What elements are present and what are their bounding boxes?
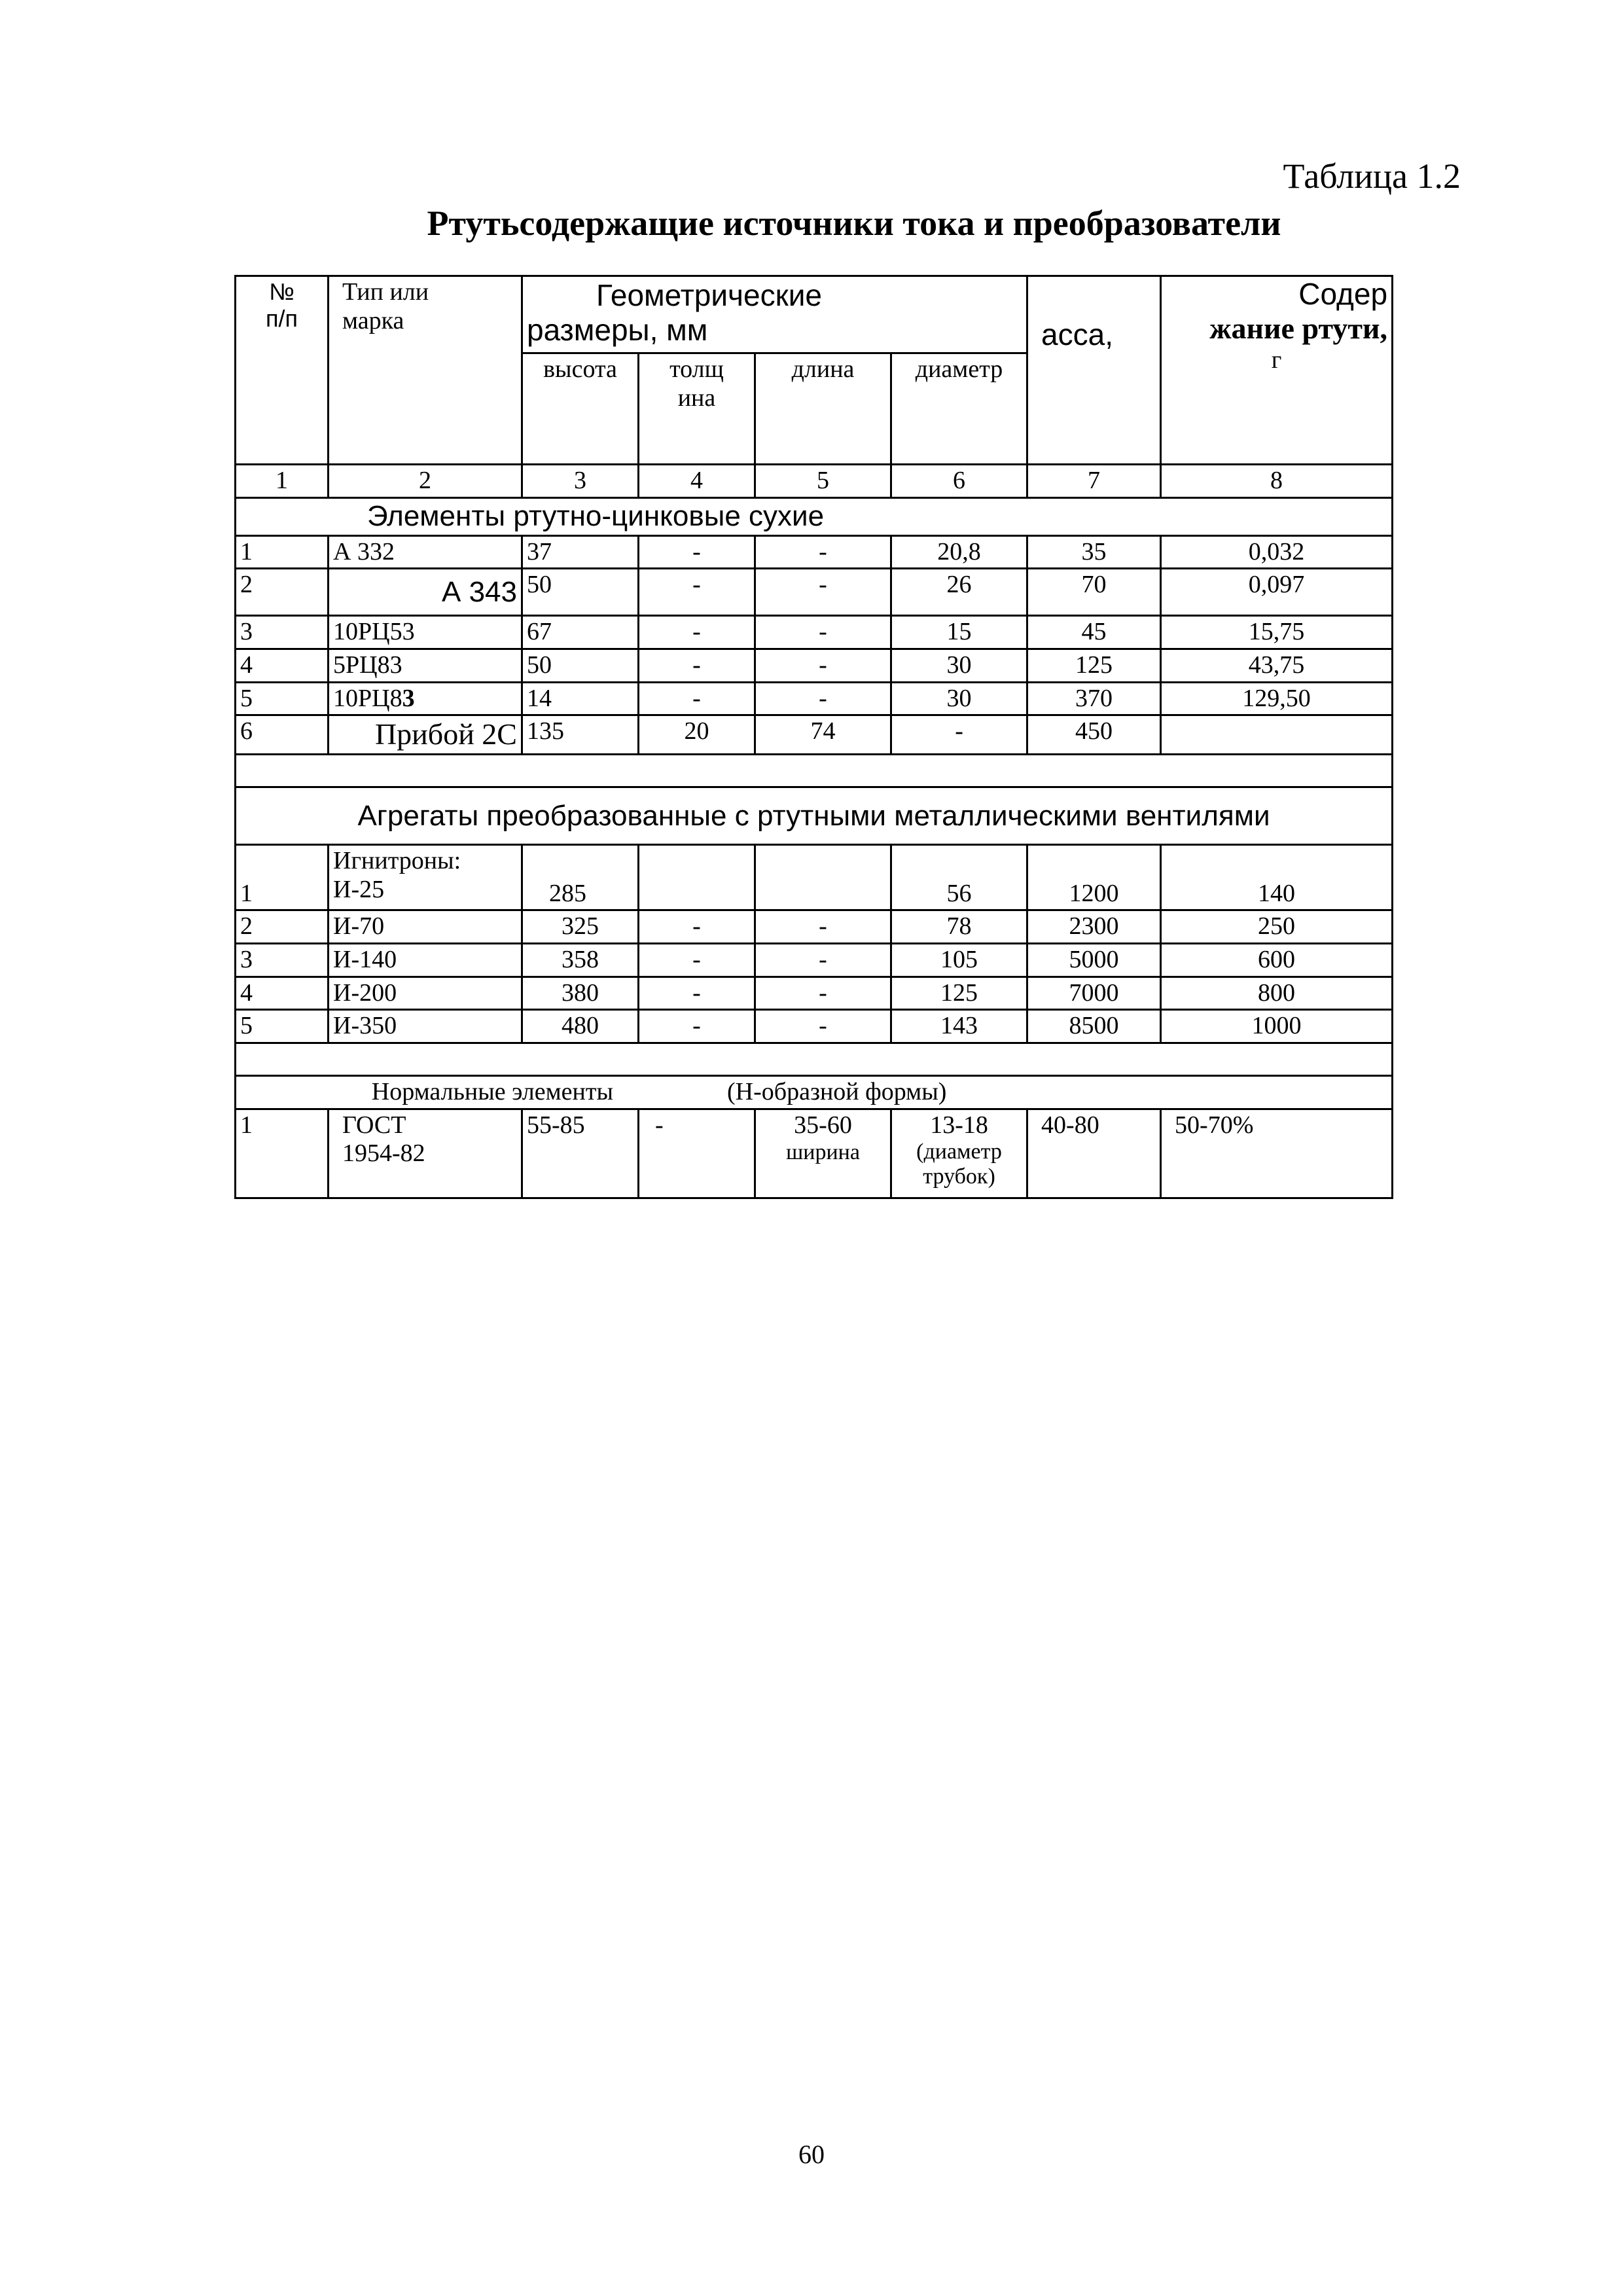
cell-height: 380: [522, 977, 639, 1010]
cell-mass: 1200: [1027, 845, 1161, 910]
cell-mass: 5000: [1027, 944, 1161, 977]
header-height: высота: [522, 353, 639, 465]
table-row: [236, 944, 1393, 977]
spacer-row: [236, 755, 1393, 787]
cell-length: -: [755, 977, 891, 1010]
cell-thickness: -: [639, 1109, 755, 1198]
table-caption: Таблица 1.2: [1283, 156, 1461, 196]
cell-length: 74: [755, 715, 891, 755]
cell-num: 2: [236, 910, 329, 944]
mercury-sources-table: [234, 275, 1393, 1199]
header-diameter: диаметр: [891, 353, 1027, 465]
cell-type: [329, 682, 522, 715]
header-mercury: [1161, 276, 1393, 465]
cell-type: [329, 845, 522, 910]
cell-length-note: ширина: [786, 1140, 860, 1165]
cell-thickness: -: [639, 910, 755, 944]
cell-thickness: -: [639, 977, 755, 1010]
cell-type-bold-digit: 3: [402, 684, 415, 712]
cell-thickness: -: [639, 944, 755, 977]
cell-num: 5: [236, 682, 329, 715]
header-mercury-line1: Содер: [1298, 277, 1388, 311]
cell-diameter: 125: [891, 977, 1027, 1010]
section-header-row: [236, 497, 1393, 535]
section3-title: [236, 1076, 1393, 1109]
cell-mercury: [1161, 715, 1393, 755]
header-mercury-unit: г: [1271, 346, 1282, 374]
header-thickness: толщ ина: [639, 353, 755, 465]
table-row: [236, 616, 1393, 649]
cell-height: 358: [522, 944, 639, 977]
cell-mercury: 50-70%: [1161, 1109, 1393, 1198]
table-row: [236, 715, 1393, 755]
cell-height: 67: [522, 616, 639, 649]
cell-thickness: -: [639, 1010, 755, 1043]
cell-type: И-200: [329, 977, 522, 1010]
cell-mercury: 43,75: [1161, 649, 1393, 683]
cell-diameter: 105: [891, 944, 1027, 977]
col-number: 7: [1027, 465, 1161, 498]
cell-mass: 2300: [1027, 910, 1161, 944]
cell-length: -: [755, 616, 891, 649]
cell-thickness: -: [639, 535, 755, 569]
cell-type: И-140: [329, 944, 522, 977]
cell-mass: 125: [1027, 649, 1161, 683]
cell-mass: 70: [1027, 569, 1161, 616]
cell-height: 480: [522, 1010, 639, 1043]
cell-height: 14: [522, 682, 639, 715]
cell-mercury: 15,75: [1161, 616, 1393, 649]
cell-diameter: 15: [891, 616, 1027, 649]
cell-mercury: 600: [1161, 944, 1393, 977]
table-row: [236, 569, 1393, 616]
header-geometry-line2: размеры, мм: [527, 312, 708, 347]
cell-thickness: 20: [639, 715, 755, 755]
cell-height: 135: [522, 715, 639, 755]
section1-title: Элементы ртутно-цинковые сухие: [236, 497, 1393, 535]
page-number: 60: [798, 2140, 825, 2169]
page-title: Ртутьсодержащие источники тока и преобразователи: [427, 204, 1281, 243]
cell-thickness: [639, 845, 755, 910]
cell-type: 5РЦ83: [329, 649, 522, 683]
cell-length: [755, 845, 891, 910]
cell-diameter: 143: [891, 1010, 1027, 1043]
cell-mercury: 0,097: [1161, 569, 1393, 616]
cell-mass: 40-80: [1027, 1109, 1161, 1198]
cell-diameter: 30: [891, 682, 1027, 715]
cell-diameter: -: [891, 715, 1027, 755]
cell-length: -: [755, 649, 891, 683]
cell-type-value: И-25: [333, 876, 385, 904]
header-type: Тип или марка: [329, 276, 522, 465]
cell-num: 1: [236, 535, 329, 569]
section-header-row: [236, 787, 1393, 845]
cell-length: -: [755, 535, 891, 569]
cell-num: 1: [236, 1109, 329, 1198]
cell-mercury: 1000: [1161, 1010, 1393, 1043]
cell-diameter: 20,8: [891, 535, 1027, 569]
table-row: [236, 910, 1393, 944]
cell-mass: 450: [1027, 715, 1161, 755]
cell-length: [755, 1109, 891, 1198]
cell-thickness: -: [639, 569, 755, 616]
cell-diameter-value: 13-18: [930, 1111, 988, 1139]
cell-height: 325: [522, 910, 639, 944]
cell-diameter: 30: [891, 649, 1027, 683]
table-row: [236, 977, 1393, 1010]
column-numbers-row: [236, 465, 1393, 498]
table-row: [236, 1010, 1393, 1043]
header-geometry-line1: Геометрические: [596, 278, 823, 312]
cell-height: 50: [522, 649, 639, 683]
header-geometry: [522, 276, 1027, 353]
cell-num: 2: [236, 569, 329, 616]
col-number: 2: [329, 465, 522, 498]
cell-diameter: 26: [891, 569, 1027, 616]
section2-title: Агрегаты преобразованные с ртутными металлическими вентилями: [236, 787, 1393, 845]
cell-diameter: 56: [891, 845, 1027, 910]
cell-type: А 332: [329, 535, 522, 569]
col-number: 5: [755, 465, 891, 498]
cell-mass: 35: [1027, 535, 1161, 569]
cell-type: ГОСТ 1954-82: [329, 1109, 522, 1198]
cell-length: -: [755, 682, 891, 715]
col-number: 8: [1161, 465, 1393, 498]
cell-mercury: 140: [1161, 845, 1393, 910]
spacer-row: [236, 1043, 1393, 1076]
cell-type: И-70: [329, 910, 522, 944]
cell-diameter-note: (диаметр трубок): [916, 1139, 1002, 1189]
cell-length: -: [755, 910, 891, 944]
cell-num: 4: [236, 977, 329, 1010]
table-row: [236, 1109, 1393, 1198]
table-row: [236, 535, 1393, 569]
cell-mass: 7000: [1027, 977, 1161, 1010]
cell-mercury: 0,032: [1161, 535, 1393, 569]
col-number: 1: [236, 465, 329, 498]
cell-num: 4: [236, 649, 329, 683]
table-row: [236, 845, 1393, 910]
header-mass: асса,: [1027, 276, 1161, 465]
cell-diameter: 78: [891, 910, 1027, 944]
cell-num: 3: [236, 944, 329, 977]
section3-title-b: (Н-образной формы): [727, 1078, 947, 1106]
header-mercury-line2: жание ртути,: [1209, 311, 1388, 345]
cell-mercury: 800: [1161, 977, 1393, 1010]
table-row: [236, 682, 1393, 715]
cell-mass: 370: [1027, 682, 1161, 715]
cell-height: 55-85: [522, 1109, 639, 1198]
section-header-row: [236, 1076, 1393, 1109]
cell-mercury: 250: [1161, 910, 1393, 944]
cell-length: -: [755, 944, 891, 977]
header-row-top: [236, 276, 1393, 353]
cell-mass: 45: [1027, 616, 1161, 649]
col-number: 3: [522, 465, 639, 498]
cell-length-value: 35-60: [794, 1111, 852, 1139]
section3-title-a: Нормальные элементы: [371, 1078, 613, 1106]
cell-type: Прибой 2С: [329, 715, 522, 755]
cell-height: 285: [522, 845, 639, 910]
cell-type: А 343: [329, 569, 522, 616]
col-number: 4: [639, 465, 755, 498]
cell-num: 5: [236, 1010, 329, 1043]
cell-num: 1: [236, 845, 329, 910]
cell-type: 10РЦ53: [329, 616, 522, 649]
header-length: длина: [755, 353, 891, 465]
cell-mercury: 129,50: [1161, 682, 1393, 715]
cell-thickness: -: [639, 649, 755, 683]
cell-diameter: [891, 1109, 1027, 1198]
ignitrons-label: Игнитроны:: [333, 847, 461, 875]
cell-length: -: [755, 569, 891, 616]
spacer-cell: [236, 1043, 1393, 1076]
cell-height: 50: [522, 569, 639, 616]
col-number: 6: [891, 465, 1027, 498]
cell-thickness: -: [639, 616, 755, 649]
spacer-cell: [236, 755, 1393, 787]
cell-type: И-350: [329, 1010, 522, 1043]
table-row: [236, 649, 1393, 683]
cell-type-main: 10РЦ8: [333, 684, 402, 712]
cell-num: 3: [236, 616, 329, 649]
cell-mass: 8500: [1027, 1010, 1161, 1043]
cell-length: -: [755, 1010, 891, 1043]
cell-num: 6: [236, 715, 329, 755]
cell-height: 37: [522, 535, 639, 569]
cell-thickness: -: [639, 682, 755, 715]
header-num: № п/п: [236, 276, 329, 465]
